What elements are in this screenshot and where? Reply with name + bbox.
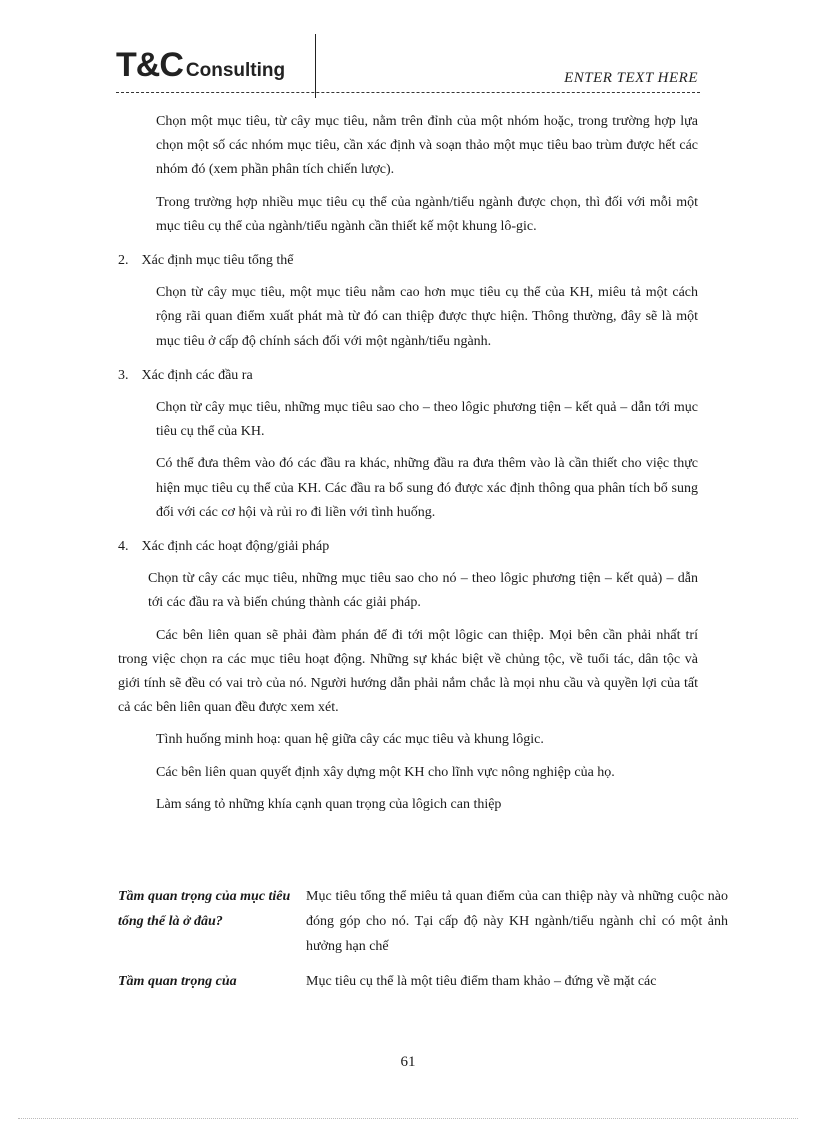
question-cell: Tầm quan trọng của [118, 974, 237, 989]
paragraph: Các bên liên quan sẽ phải đàm phán để đi tới một lôgic can thiệp. Mọi bên cần phải nhất trí trong việc chọn ra các mục tiêu hoạt động. Những sự khác biệt về chủng tộc, về tuổi tác, dân tộc và giới tính sẽ đều có vai trò của nó. Người hướng dẫn phải nắm chắc là mọi nhu cầu và quyền lợi của tất cả các bên liên quan đều được xem xét. [118, 627, 698, 716]
paragraph: Chọn một mục tiêu, từ cây mục tiêu, nằm trên đỉnh của một nhóm hoặc, trong trường hợp lựa chọn một số các nhóm mục tiêu, cần xác định và soạn thảo một mục tiêu bao trùm được hết các nhóm đó (xem phần phân tích chiến lược). [156, 114, 698, 178]
page-bottom-rule [18, 1118, 798, 1119]
paragraph: Tình huống minh hoạ: quan hệ giữa cây các mục tiêu và khung lôgic. [156, 732, 544, 748]
page-header [116, 34, 700, 98]
table-row [118, 884, 728, 959]
section-heading [118, 535, 698, 559]
header-placeholder-text: ENTER TEXT HERE [564, 70, 698, 86]
paragraph: Chọn từ cây các mục tiêu, những mục tiêu sao cho nó – theo lôgic phương tiện – kết quả) – dẫn tới các đầu ra và biến chúng thành các giải pháp. [148, 571, 698, 611]
section-title: Xác định mục tiêu tổng thể [141, 253, 294, 269]
section-title: Xác định các đầu ra [141, 367, 253, 383]
paragraph: Làm sáng tỏ những khía cạnh quan trọng của lôgich can thiệp [156, 796, 502, 812]
section-heading [118, 364, 698, 388]
page-number: 61 [400, 1054, 416, 1070]
paragraph: Trong trường hợp nhiều mục tiêu cụ thể của ngành/tiểu ngành được chọn, thì đối với mỗi một mục tiêu cụ thể của ngành/tiểu ngành cần thiết kế một khung lô-gic. [156, 194, 698, 234]
paragraph: Chọn từ cây mục tiêu, những mục tiêu sao cho – theo lôgic phương tiện – kết quả – dẫn tới mục tiêu cụ thể của KH. [156, 400, 698, 440]
table-row [118, 969, 728, 994]
logo-text: Consulting [185, 60, 286, 81]
section-number: 4. [118, 539, 129, 555]
tc-consulting-logo [116, 46, 285, 85]
paragraph: Các bên liên quan quyết định xây dựng một KH cho lĩnh vực nông nghiệp của họ. [156, 764, 615, 780]
question-cell: Tầm quan trọng của mục tiêu tổng thể là ở đâu? [118, 889, 291, 929]
answer-cell: Mục tiêu tổng thể miêu tả quan điểm của can thiệp này và những cuộc nào đóng góp cho nó. Tại cấp độ này KH ngành/tiểu ngành chỉ có một ảnh hưởng hạn chế [306, 889, 728, 954]
logo-mark: T&C [116, 46, 183, 84]
paragraph: Có thể đưa thêm vào đó các đầu ra khác, những đầu ra đưa thêm vào là cần thiết cho việc thực hiện mục tiêu cụ thể của KH. Các đầu ra bổ sung đó được xác định thông qua phân tích bổ sung đối với các cơ hội và rủi ro đi liền với tình huống. [156, 456, 698, 520]
answer-cell: Mục tiêu cụ thể là một tiêu điểm tham khảo – đứng về mặt các [306, 974, 657, 989]
section-number: 3. [118, 367, 129, 383]
section-number: 2. [118, 253, 129, 269]
paragraph: Chọn từ cây mục tiêu, một mục tiêu nằm cao hơn mục tiêu cụ thể của KH, miêu tả một cách rộng rãi quan điểm xuất phát mà từ đó can thiệp được thực hiện. Thông thường, đây sẽ là một mục tiêu ở cấp độ chính sách đối với một ngành/tiểu ngành. [156, 285, 698, 349]
document-body [118, 110, 698, 817]
header-dashed-rule [116, 92, 700, 93]
header-divider [315, 34, 316, 98]
qa-table [118, 884, 728, 994]
section-heading [118, 249, 698, 273]
section-title: Xác định các hoạt động/giải pháp [141, 539, 330, 555]
